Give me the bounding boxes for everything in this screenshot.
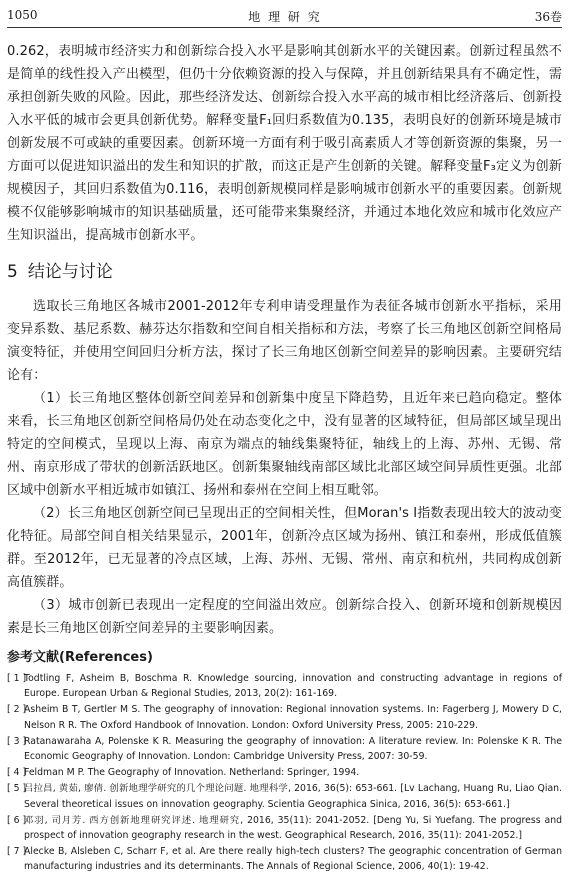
reference-number: [ 2 ] [7, 704, 27, 716]
reference-number: [ 7 ] [7, 846, 27, 858]
conclusion-1: （1）长三角地区整体创新空间差异和创新集中度呈下降趋势，且近年来已趋向稳定。整体来看，长三角地区创新空间格局仍处在动态变化之中，没有显著的区域特征，但局部区域呈现出特定的空间模式，呈现以上海、南京为端点的轴线集聚特征，轴线上的上海、苏州、无锡、常州、南京形成了带状的创新活跃地区。创新集聚轴线南部区域比北部区域空间异质性更强。北部区域中创新水平相近城市如镇江、扬州和泰州在空间上相互毗邻。 [7, 391, 562, 498]
reference-item [7, 671, 562, 701]
reference-number: [ 3 ] [7, 735, 27, 747]
reference-text: Alecke B, Alsleben C, Scharr F, et al. Are there really high-tech clusters? The geographic concentration of German manufacturing industries and its determinants. The Annals of Regional Science, 2006, 40(1): 19-42. [24, 846, 562, 873]
section-number: 5 [7, 262, 18, 282]
section-heading [7, 260, 562, 284]
reference-item [7, 781, 562, 811]
section-title: 结论与讨论 [27, 262, 113, 282]
reference-item [7, 813, 562, 843]
reference-number: [ 4 ] [7, 767, 27, 779]
reference-number: [ 5 ] [7, 783, 27, 795]
journal-title: 地 理 研 究 [248, 10, 322, 24]
reference-list [7, 671, 562, 875]
page-number: 1050 [7, 8, 38, 22]
references-heading: 参考文献(References) [7, 650, 153, 665]
reference-number: [ 1 ] [7, 673, 27, 684]
article-body [7, 40, 562, 876]
reference-text: Asheim B T, Gertler M S. The geography of innovation: Regional innovation systems. In: Fagerberg J, Mowery D C, Nelson R R. The Oxford Handbook of Innovation. London: Oxford University Press, 2005: 210-229. [24, 704, 562, 731]
reference-text: Todtling F, Asheim B, Boschma R. Knowledge sourcing, innovation and constructing advantage in regions of Europe. European Urban & Regional Studies, 2013, 20(2): 161-169. [24, 673, 562, 700]
reference-item [7, 765, 562, 780]
body-paragraph: 0.262，表明城市经济实力和创新综合投入水平是影响其创新水平的关键因素。创新过程虽然不是简单的线性投入产出模型，但仍十分依赖资源的投入与保障，并且创新结果具有不确定性，需承担创新失败的风险。因此，那些经济发达、创新综合投入水平高的城市相比经济落后、创新投入水平低的城市会更具创新优势。解释变量F₁回归系数值为0.135，表明良好的创新环境是城市创新发展不可或缺的重要因素。创新环境一方面有利于吸引高素质人才等创新资源的集聚，另一方面可以促进知识溢出的发生和知识的扩散，而这正是产生创新的关键。解释变量F₃定义为创新规模因子，其回归系数值为0.116，表明创新规模同样是影响城市创新水平的重要因素。创新规模不仅能够影响城市的知识基础质量，还可能带来集聚经济，并通过本地化效应和城市化效应产生知识溢出，提高城市创新水平。 [7, 44, 562, 243]
reference-text: 邓羽, 司月芳. 西方创新地理研究评述. 地理研究, 2016, 35(11): 2041-2052. [Deng Yu, Si Yuefang. The progress and prospect of innovation geography research in the west. Geographical Research, 2016, 35(11): 2041-2052.] [24, 814, 562, 842]
reference-text: 吕拉昌, 黄茹, 廖倩. 创新地理学研究的几个理论问题. 地理科学, 2016, 36(5): 653-661. [Lv Lachang, Huang Ru, Liao Qian. Several theoretical issues on innovation geography. Scientia Geographica Sinica, 2016, 36(5): 653-661.] [24, 783, 562, 810]
reference-text: Feldman M P. The Geography of Innovation. Netherland: Springer, 1994. [24, 767, 360, 779]
conclusion-2: （2）长三角地区创新空间已呈现出正的空间相关性，但Moran's I指数表现出较大的波动变化特征。局部空间自相关结果显示，2001年，创新冷点区域为扬州、镇江和泰州，形成低值簇群。至2012年，已无显著的冷点区域，上海、苏州、无锡、常州、南京和杭州，共同构成创新高值簇群。 [7, 506, 562, 590]
conclusion-3: （3）城市创新已表现出一定程度的空间溢出效应。创新综合投入、创新环境和创新规模因素是长三角地区创新空间差异的主要影响因素。 [7, 598, 562, 636]
body-paragraph: 选取长三角地区各城市2001-2012年专利申请受理量作为表征各城市创新水平指标，采用变异系数、基尼系数、赫芬达尔指数和空间自相关指标和方法，考察了长三角地区创新空间格局演变特征，并使用空间回归分析方法，探讨了长三角地区创新空间差异的影响因素。主要研究结论有： [7, 299, 562, 383]
reference-number: [ 6 ] [7, 814, 27, 826]
volume-label: 36卷 [534, 10, 562, 24]
reference-text: Ratanawaraha A, Polenske K R. Measuring the geography of innovation: A literature review. In: Polenske K R. The Economic Geography of Innovation. London: Cambridge University Press, 2007: 30-59. [24, 735, 562, 763]
reference-item [7, 702, 562, 732]
reference-item [7, 734, 562, 764]
header-rule [7, 27, 562, 28]
reference-item [7, 844, 562, 874]
